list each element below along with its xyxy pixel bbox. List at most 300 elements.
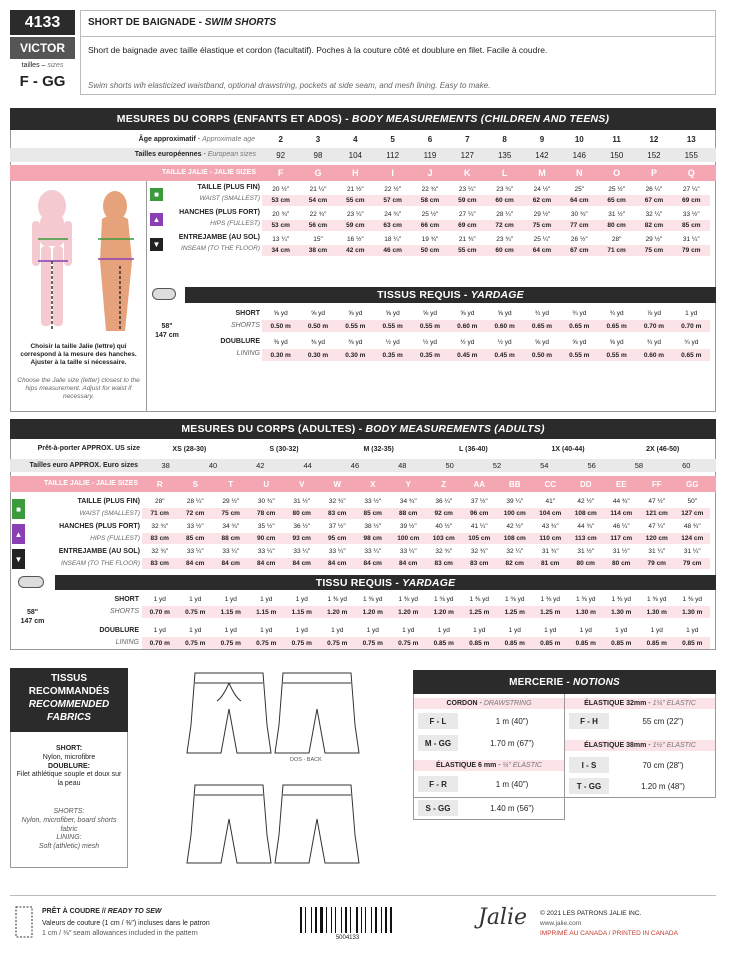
barcode-bar: [337, 907, 340, 933]
kids-short-label: SHORT: [235, 310, 260, 317]
waist-cm-cell: 96 cm: [470, 510, 489, 517]
lining-yd-cell: 1 yd: [579, 626, 592, 634]
inseam-cm-cell: 84 cm: [257, 560, 276, 567]
short-yd-cell: 1 ⅜ yd: [575, 595, 596, 603]
barcode-bar: [393, 907, 394, 933]
adults-hips-label-en: HIPS (FULLEST): [90, 535, 140, 542]
eu-size-cell: 146: [572, 150, 586, 160]
kids-choose-size-fr: Choisir la taille Jalie (lettre) qui correspond à la mesure des hanches. Ajuster à la taille si nécessaire.: [20, 343, 137, 366]
hips-in-cell: 38 ½": [364, 523, 382, 530]
lining-m-cell: 0.30 m: [307, 351, 329, 359]
short-yd-cell: ⅝ yd: [348, 309, 363, 317]
jalie-size-cell: W: [333, 479, 342, 489]
barcode-bar: [390, 907, 392, 933]
barcode-bar: [326, 907, 327, 933]
barcode-bar: [348, 907, 349, 933]
description-en: Swim shorts wih elasticized waistband, optional drawstring, pockets at side seam, and mesh lining. Easy to make.: [88, 81, 491, 90]
lining-yd-cell: 1 yd: [544, 626, 557, 634]
barcode-bar: [359, 907, 360, 933]
barcode-bar: [350, 907, 351, 933]
kids-lining-label-en: LINING: [236, 350, 260, 357]
waist-cm-cell: 58 cm: [420, 197, 440, 204]
barcode-bar: [388, 907, 389, 933]
short-m-cell: 1.25 m: [540, 608, 561, 616]
short-m-cell: 0.70 m: [643, 322, 665, 330]
lining-yd-cell: 1 yd: [437, 626, 450, 634]
sizes-label: tailles – sizes: [21, 62, 64, 69]
kids-eu-label-fr: Tailles européennes: [134, 151, 202, 158]
adults-width-in: 58": [26, 609, 39, 616]
adults-hips-in-row: [142, 521, 710, 532]
hips-in-cell: 36 ½": [293, 523, 311, 530]
barcode-bar: [352, 907, 355, 933]
footer-rule: [10, 895, 716, 896]
hips-in-cell: 20 ¾": [272, 211, 290, 218]
waist-in-cell: 44 ¾": [612, 498, 630, 505]
lining-yd-cell: ⅜ yd: [348, 338, 363, 346]
inseam-in-cell: 13 ¼": [272, 236, 290, 243]
adults-width-cm: 147 cm: [20, 618, 45, 626]
inseam-in-cell: 26 ½": [570, 236, 588, 243]
hips-cm-cell: 75 cm: [532, 222, 552, 229]
jalie-size-cell: J: [427, 168, 433, 178]
inseam-cm-cell: 50 cm: [420, 247, 440, 254]
hips-in-cell: 46 ¼": [612, 523, 630, 530]
inseam-icon: ▼: [150, 238, 163, 251]
el6-header-fr: ÉLASTIQUE 6 mm: [436, 762, 497, 769]
lining-m-cell: 0.55 m: [606, 351, 627, 359]
inseam-in-cell: 29 ½": [645, 236, 663, 243]
inseam-cm-cell: 84 cm: [328, 560, 347, 567]
hips-cm-cell: 105 cm: [468, 535, 491, 542]
hips-in-cell: 32 ¼": [645, 211, 663, 218]
adults-waist-label-en: WAIST (SMALLEST): [79, 510, 140, 517]
short-yd-cell: 1 ⅜ yd: [504, 595, 525, 603]
lining-yd-cell: 1 yd: [508, 626, 521, 634]
inseam-in-cell: 21 ¾": [458, 236, 476, 243]
fabrics-title: [10, 668, 128, 732]
inseam-cm-cell: 84 cm: [221, 560, 240, 567]
kids-measurements-title: MESURES DU CORPS (ENFANTS ET ADOS) - BODY MEASUREMENTS (CHILDREN AND TEENS): [10, 108, 716, 130]
inseam-cm-cell: 82 cm: [505, 560, 524, 567]
lining-yd-cell: ⅝ yd: [572, 338, 587, 346]
short-yd-cell: 1 yd: [189, 595, 202, 603]
kids-inseam-label: ENTREJAMBE (AU SOL): [178, 234, 260, 241]
fabrics-title-2: RECOMMANDÉS: [28, 686, 110, 697]
short-m-cell: 0.75 m: [185, 608, 206, 616]
eu-size-cell: 50: [445, 461, 454, 470]
eu-size-cell: 46: [350, 461, 360, 470]
cord-val-2: 1.70 m (67"): [490, 739, 534, 748]
hips-cm-cell: 100 cm: [397, 535, 420, 542]
hips-cm-cell: 120 cm: [645, 535, 668, 542]
hips-cm-cell: 66 cm: [420, 222, 440, 229]
hips-icon: ▲: [150, 213, 163, 226]
us-size-cell: 2X (46-50): [646, 445, 680, 453]
inseam-in-cell: 31 ½": [577, 548, 595, 555]
hips-in-cell: 33 ½": [682, 211, 700, 218]
short-m-cell: 1.25 m: [469, 608, 490, 616]
seam-allowance-en: 1 cm / ⅜" seam allowances included in the pattern: [42, 930, 198, 937]
kids-ages-row: [262, 132, 710, 146]
drawing-back-caption: DOS - BACK: [290, 757, 322, 763]
hips-in-cell: 30 ¾": [570, 211, 588, 218]
adults-letters-row: [142, 476, 716, 492]
waist-in-cell: 33 ½": [364, 498, 382, 505]
jalie-size-cell: AA: [473, 479, 486, 489]
barcode-bar: [331, 907, 332, 933]
waist-cm-cell: 83 cm: [328, 510, 347, 517]
eu-size-cell: 135: [497, 150, 512, 160]
lining-yd-cell: ½ yd: [385, 338, 400, 346]
barcode-bar: [345, 907, 347, 933]
lining-yd-cell: 1 yd: [366, 626, 379, 634]
waist-in-cell: 47 ½": [648, 498, 666, 505]
hips-cm-cell: 56 cm: [308, 222, 328, 229]
short-yd-cell: ⅞ yd: [646, 309, 661, 317]
waist-cm-cell: 75 cm: [221, 510, 240, 517]
adults-short-m-row: [142, 606, 710, 618]
short-m-cell: 0.70 m: [149, 608, 170, 616]
barcode-bar: [343, 907, 344, 933]
short-m-cell: 1.30 m: [682, 608, 703, 616]
jalie-size-cell: I: [391, 168, 394, 178]
waist-in-cell: 20 ½": [272, 186, 290, 193]
hips-in-cell: 35 ½": [257, 523, 275, 530]
age-cell: 10: [574, 134, 584, 144]
barcode-bar: [320, 907, 323, 933]
hips-in-cell: 29 ½": [533, 211, 551, 218]
age-cell: 8: [502, 134, 507, 144]
ready-to-sew-icon: [12, 905, 36, 939]
us-size-cell: S (30-32): [269, 445, 299, 453]
hips-in-cell: 48 ¾": [683, 523, 701, 530]
kids-inseam-label-en: INSEAM (TO THE FLOOR): [181, 245, 260, 252]
eu-size-cell: 40: [208, 461, 218, 470]
hips-in-cell: 47 ¼": [648, 523, 666, 530]
pattern-title: [88, 17, 276, 28]
lining-m-cell: 0.55 m: [569, 351, 590, 359]
waist-cm-cell: 67 cm: [644, 197, 664, 204]
barcode-bar: [381, 907, 382, 933]
age-cell: 3: [315, 134, 321, 144]
cord-size-1: F - L: [418, 713, 458, 729]
short-m-cell: 1.20 m: [433, 608, 454, 616]
inseam-cm-cell: 60 cm: [495, 247, 514, 254]
short-yd-cell: 1 yd: [295, 595, 308, 603]
barcode-bar: [307, 907, 310, 933]
barcode-bar: [318, 907, 319, 933]
inseam-cm-cell: 34 cm: [271, 247, 290, 254]
lining-yd-cell: 1 yd: [153, 626, 166, 634]
barcode-bar: [305, 907, 306, 933]
adults-us-label: Prêt-à-porter APPROX. US size: [37, 445, 140, 452]
jalie-size-cell: L: [501, 168, 508, 178]
waist-in-cell: 21 ¼": [309, 186, 327, 193]
inseam-cm-cell: 79 cm: [682, 247, 701, 254]
hips-in-cell: 43 ¾": [541, 523, 559, 530]
lining-m-cell: 0.85 m: [504, 639, 525, 647]
barcode-bar: [335, 907, 337, 933]
hips-in-cell: 37 ½": [328, 523, 346, 530]
lining-yd-cell: ½ yd: [422, 338, 438, 346]
waist-cm-cell: 78 cm: [257, 510, 276, 517]
waist-cm-cell: 55 cm: [346, 197, 365, 204]
sizes-label-en: sizes: [47, 62, 64, 69]
inseam-in-cell: 32 ¾": [435, 548, 453, 555]
adults-short-yd-row: [142, 593, 710, 605]
inseam-cm-cell: 81 cm: [541, 560, 560, 567]
el6-size-1: F - R: [418, 776, 458, 792]
waist-cm-cell: 80 cm: [292, 510, 311, 517]
cord-header-fr: CORDON: [446, 700, 478, 707]
inseam-in-cell: 31 ¾": [541, 548, 559, 555]
jalie-size-cell: S: [192, 479, 198, 489]
eu-size-cell: 142: [535, 150, 549, 160]
adults-inseam-cm-row: [142, 558, 710, 569]
inseam-in-cell: 33 ¼": [257, 548, 275, 555]
barcode-bar: [315, 907, 317, 933]
hips-cm-cell: 53 cm: [271, 222, 290, 229]
lining-m-cell: 0.75 m: [220, 639, 241, 647]
kids-yardage-title-fr: TISSUS REQUIS: [377, 289, 461, 301]
short-yd-cell: 1 ⅜ yd: [611, 595, 631, 603]
us-size-cell: M (32-35): [363, 445, 394, 453]
barcode-bar: [324, 907, 325, 933]
short-yd-cell: ⅝ yd: [273, 309, 288, 317]
short-yd-cell: ⅝ yd: [460, 309, 475, 317]
inseam-in-cell: 18 ¼": [384, 236, 402, 243]
lining-m-cell: 0.85 m: [433, 639, 454, 647]
waist-in-cell: 34 ¾": [399, 498, 417, 505]
adults-lining-yd-row: [142, 624, 710, 636]
kids-title-fr: MESURES DU CORPS (ENFANTS ET ADOS): [116, 113, 342, 125]
fabrics-lining-en-val: Soft (athletic) mesh: [38, 843, 100, 850]
inseam-in-cell: 16 ½": [346, 236, 364, 243]
hips-cm-cell: 80 cm: [607, 222, 626, 229]
el38-header: ÉLASTIQUE 38mm - 1½" ELASTIC: [565, 740, 715, 751]
waist-in-cell: 31 ½": [293, 498, 311, 505]
ready-fr: PRÊT À COUDRE: [42, 908, 100, 915]
inseam-cm-cell: 79 cm: [683, 560, 702, 567]
adults-inseam-label: ENTREJAMBE (AU SOL): [58, 548, 140, 555]
inseam-cm-cell: 42 cm: [346, 247, 365, 254]
kids-waist-label-en: WAIST (SMALLEST): [199, 195, 260, 202]
us-size-cell: 1X (40-44): [551, 445, 585, 453]
inseam-cm-cell: 80 cm: [612, 560, 631, 567]
eu-size-cell: 56: [587, 461, 596, 470]
jalie-size-cell: X: [370, 479, 376, 489]
inseam-in-cell: 32 ¾": [151, 548, 169, 555]
waist-in-cell: 23 ¾": [496, 186, 514, 193]
inseam-cm-cell: 79 cm: [647, 560, 666, 567]
lining-yd-cell: 1 yd: [224, 626, 237, 634]
inseam-cm-cell: 84 cm: [186, 560, 205, 567]
cord-size-2: M - GG: [418, 735, 458, 751]
kids-inseam-in-row: [262, 234, 710, 245]
jalie-size-cell: N: [576, 168, 583, 178]
lining-yd-cell: ⅜ yd: [273, 338, 288, 346]
lining-m-cell: 0.45 m: [494, 351, 515, 359]
inseam-in-cell: 33 ¼": [222, 548, 240, 555]
jalie-size-cell: Q: [687, 168, 695, 178]
hips-in-cell: 25 ½": [421, 211, 439, 218]
lining-m-cell: 0.75 m: [362, 639, 383, 647]
technical-drawings: [175, 665, 380, 875]
inseam-cm-cell: 83 cm: [470, 560, 489, 567]
waist-cm-cell: 59 cm: [458, 197, 477, 204]
short-m-cell: 0.65 m: [606, 322, 627, 330]
age-cell: 6: [427, 134, 433, 144]
jalie-size-cell: EE: [615, 479, 627, 489]
inseam-in-cell: 33 ¼": [364, 548, 382, 555]
hips-cm-cell: 82 cm: [644, 222, 664, 229]
notions-title-en: NOTIONS: [572, 676, 620, 688]
el6-header-en: ¼" ELASTIC: [502, 762, 542, 769]
jalie-size-cell: CC: [544, 479, 557, 489]
inseam-in-cell: 31 ¼": [648, 548, 666, 555]
age-cell: 11: [612, 134, 621, 144]
lining-yd-cell: 1 yd: [189, 626, 202, 634]
lining-m-cell: 0.65 m: [681, 351, 702, 359]
kids-fabric-width: [150, 322, 184, 340]
kids-waist-cm-row: [262, 195, 710, 206]
fabrics-lining-fr-val: Filet athlétique souple et doux sur la peau: [16, 771, 122, 787]
kids-width-cm: 147 cm: [155, 332, 179, 340]
short-yd-cell: 1 yd: [224, 595, 237, 603]
el38-size-1: I - S: [569, 757, 609, 773]
adults-hips-label: HANCHES (PLUS FORT): [59, 523, 140, 530]
hips-cm-cell: 110 cm: [539, 535, 562, 542]
short-yd-cell: 1 ⅜ yd: [646, 595, 667, 603]
hips-in-cell: 39 ½": [399, 523, 417, 530]
waist-cm-cell: 92 cm: [434, 510, 453, 517]
waist-in-cell: 23 ¼": [458, 186, 476, 193]
kids-eu-label: Tailles européennes - European sizes: [10, 148, 262, 162]
el32-size-1: F - H: [569, 713, 609, 729]
fabrics-title-4: FABRICS: [47, 712, 91, 723]
fabrics-fr: [14, 745, 124, 789]
el32-header: ÉLASTIQUE 32mm - 1¼" ELASTIC: [565, 698, 715, 709]
inseam-cm-cell: 84 cm: [399, 560, 418, 567]
eu-size-cell: 52: [492, 461, 502, 470]
kids-inseam-cm-row: [262, 245, 710, 256]
hips-cm-cell: 77 cm: [570, 222, 589, 229]
barcode-bar: [365, 907, 366, 933]
lining-yd-cell: ⅝ yd: [609, 338, 624, 346]
fabrics-short-en: SHORTS:: [53, 808, 85, 815]
el6-val-2: 1.40 m (56"): [490, 804, 534, 813]
pattern-number-box: [10, 10, 75, 35]
jalie-size-cell: G: [314, 168, 322, 178]
kids-short-yd-row: [262, 307, 710, 319]
hips-cm-cell: 85 cm: [682, 222, 701, 229]
inseam-in-cell: 23 ¾": [496, 236, 514, 243]
adults-fabric-width: [10, 608, 55, 626]
barcode-bar: [378, 907, 380, 933]
short-yd-cell: 1 yd: [685, 309, 698, 317]
waist-in-cell: 50": [687, 498, 698, 505]
jalie-size-cell: O: [613, 168, 621, 178]
jalie-size-cell: FF: [651, 479, 662, 489]
waist-cm-cell: 62 cm: [532, 197, 552, 204]
hips-in-cell: 23 ¼": [346, 211, 364, 218]
barcode-bar: [333, 907, 334, 933]
inseam-cm-cell: 83 cm: [150, 560, 169, 567]
eu-size-cell: 119: [423, 150, 437, 160]
adults-inseam-label-en: INSEAM (TO THE FLOOR): [61, 560, 140, 567]
jalie-size-cell: Z: [441, 479, 447, 489]
eu-size-cell: 104: [348, 150, 362, 160]
waist-cm-cell: 88 cm: [399, 510, 418, 517]
age-cell: 9: [539, 134, 545, 144]
adults-hips-cm-row: [142, 533, 710, 544]
waist-in-cell: 32 ¾": [328, 498, 346, 505]
kids-eu-row: [262, 148, 716, 162]
lining-m-cell: 0.75 m: [185, 639, 206, 647]
lining-m-cell: 0.85 m: [611, 639, 632, 647]
waist-in-cell: 28": [154, 498, 165, 505]
jalie-size-cell: F: [277, 168, 284, 178]
adults-waist-in-row: [142, 496, 710, 507]
lining-m-cell: 0.30 m: [270, 351, 291, 359]
short-yd-cell: ⅝ yd: [497, 309, 512, 317]
inseam-in-cell: 33 ¼": [399, 548, 417, 555]
inseam-cm-cell: 75 cm: [644, 247, 664, 254]
waist-cm-cell: 54 cm: [308, 197, 328, 204]
barcode-bar: [312, 907, 314, 933]
short-m-cell: 0.55 m: [345, 322, 366, 330]
lining-yd-cell: ½ yd: [497, 338, 512, 346]
adults-lining-m-row: [142, 637, 710, 649]
short-yd-cell: 1 ⅜ yd: [362, 595, 383, 603]
lining-m-cell: 0.35 m: [419, 351, 441, 359]
barcode-bar: [361, 907, 362, 933]
eu-size-cell: 42: [256, 461, 265, 470]
title-en: SWIM SHORTS: [204, 17, 277, 28]
barcode-bar: [311, 907, 312, 933]
eu-size-cell: 44: [303, 461, 312, 470]
inseam-cm-cell: 64 cm: [532, 247, 552, 254]
waist-cm-cell: 114 cm: [610, 510, 633, 517]
short-yd-cell: ¾ yd: [572, 309, 587, 317]
eu-size-cell: 150: [609, 150, 624, 160]
barcode-bar: [328, 907, 330, 933]
fabrics-short-fr-val: Nylon, microfibre: [42, 753, 96, 761]
inseam-in-cell: 33 ¼": [186, 548, 204, 555]
kids-jalie-label: TAILLE JALIE - JALIE SIZES: [10, 165, 262, 181]
hips-in-cell: 40 ½": [435, 523, 453, 530]
adults-hips-icon: ▲: [12, 524, 25, 544]
website[interactable]: www.jalie.com: [540, 919, 582, 927]
eu-size-cell: 98: [313, 150, 323, 160]
inseam-cm-cell: 84 cm: [363, 560, 382, 567]
age-cell: 4: [353, 134, 358, 144]
pattern-name-box: [10, 37, 75, 59]
lining-m-cell: 0.85 m: [469, 639, 490, 647]
lining-m-cell: 0.75 m: [291, 639, 312, 647]
waist-in-cell: 21 ½": [346, 186, 364, 193]
lining-m-cell: 0.30 m: [345, 351, 366, 359]
eu-size-cell: 92: [276, 150, 286, 160]
inseam-in-cell: 33 ¼": [293, 548, 311, 555]
lining-yd-cell: 1 yd: [295, 626, 308, 634]
short-m-cell: 1.15 m: [220, 608, 241, 616]
waist-cm-cell: 57 cm: [383, 197, 402, 204]
kids-letters-row: [262, 165, 716, 181]
ready-en: READY TO SEW: [107, 908, 162, 915]
short-m-cell: 1.25 m: [504, 608, 525, 616]
